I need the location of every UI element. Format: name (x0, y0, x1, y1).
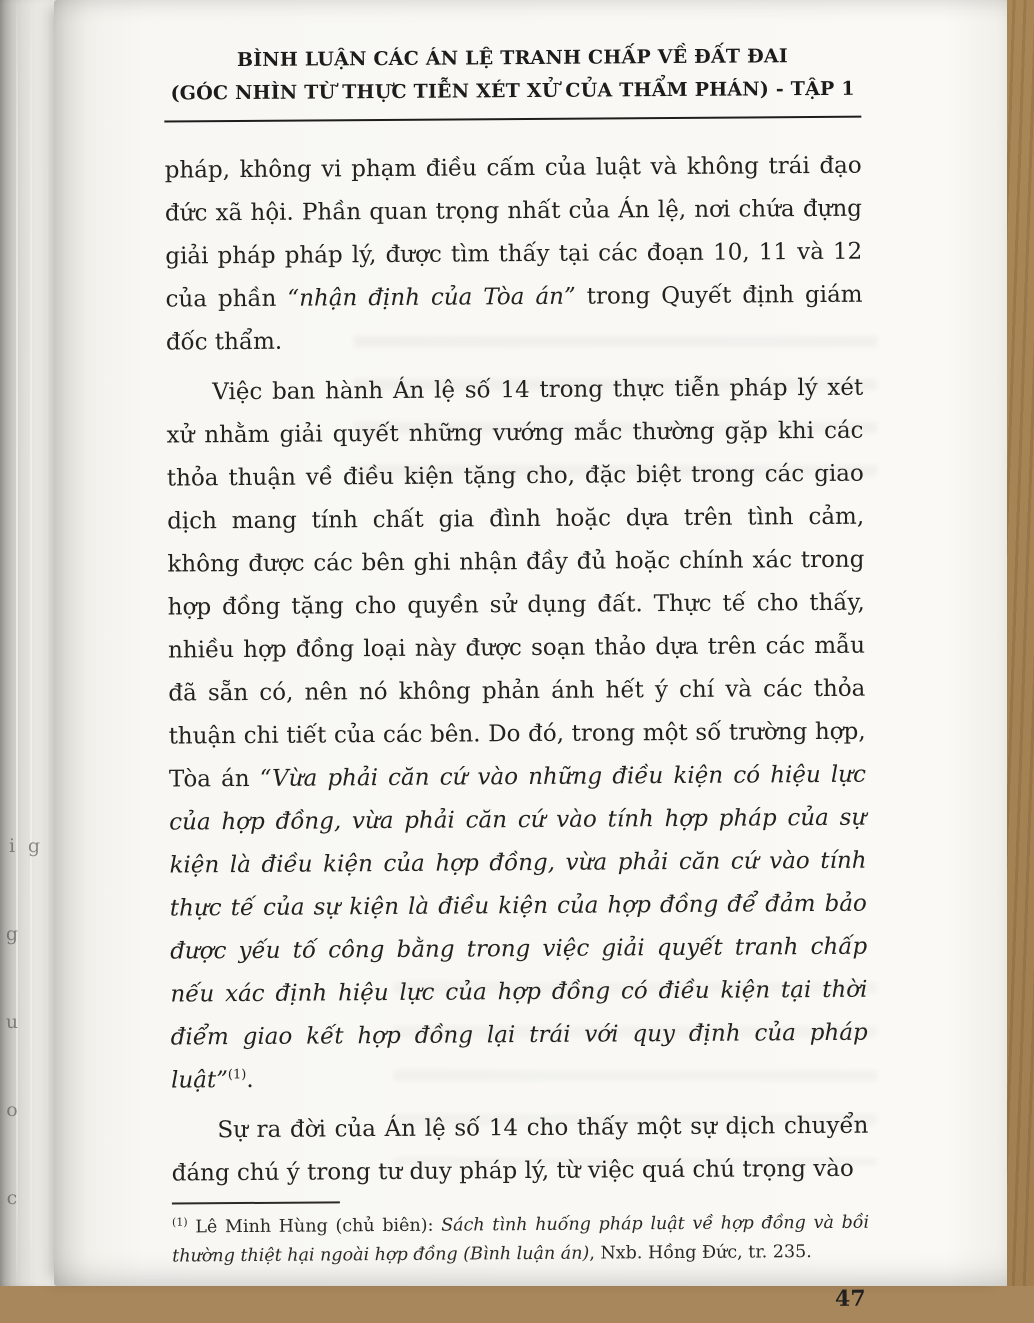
footnote-rule (172, 1202, 340, 1205)
body-text (165, 145, 869, 1203)
running-head-line1: BÌNH LUẬN CÁC ÁN LỆ TRANH CHẤP VỀ ĐẤT ĐAI (236, 45, 788, 72)
footnote (172, 1209, 869, 1271)
running-head-line2: (GÓC NHÌN TỪ THỰC TIỄN XÉT XỬ CỦA THẨM PHÁN) - TẬP 1 (170, 77, 855, 105)
opposite-page-text-fragments: i g u o c g (1, 835, 45, 1231)
paragraph-2-text: Việc ban hành Án lệ số 14 trong thực tiễn pháp lý xét xử nhằm giải quyết những vướng mắc thường gặp khi các thỏa thuận về điều kiện tặng cho, đặc biệt trong các giao dịch mang tính chất gia đình hoặc dựa trên tình cảm, không được các bên ghi nhận đầy đủ hoặc chính xác trong hợp đồng tặng cho quyền sử dụng đất. Thực tế cho thấy, nhiều hợp đồng loại này được soạn thảo dựa trên các mẫu đã sẵn có, nên nó không phản ánh hết ý chí và các thỏa thuận chi tiết của các bên. Do đó, trong một số trường hợp, Tòa án (166, 375, 866, 793)
footnote-publisher: , Nxb. Hồng Đức, tr. 235. (589, 1241, 812, 1264)
page-footer (172, 1198, 870, 1323)
paragraph-3 (171, 1105, 869, 1196)
running-head (164, 40, 862, 123)
paragraph-2-text-end: . (246, 1067, 254, 1094)
paragraph-3-text: Sự ra đời của Án lệ số 14 cho thấy một sự dịch chuyển đáng chú ý trong tư duy pháp lý, từ việc quá chú trọng vào (171, 1112, 869, 1187)
paragraph-1-text: pháp, không vi phạm điều cấm của luật và không trái đạo đức xã hội. Phần quan trọng nhất của Án lệ, nơi chứa đựng giải pháp pháp lý, được tìm thấy tại các đoạn 10, 11 và 12 của phần (164, 153, 863, 313)
paragraph-1-text-end: trong Quyết định giám đốc thẩm. (165, 282, 863, 356)
header-rule (164, 116, 861, 123)
paragraph-2 (166, 367, 868, 1103)
page-edge-line (46, 0, 48, 1286)
book-page (54, 0, 1007, 1312)
footnote-reference: (1) (227, 1067, 247, 1083)
page-number: 47 (834, 1285, 866, 1312)
footnote-book-title: Sách tình huống pháp luật về hợp đồng và bồi thường thiệt hại ngoài hợp đồng (Bình luận án) (172, 1212, 870, 1267)
paragraph-1-quote: “nhận định của Tòa án” (287, 284, 576, 313)
paragraph-1 (165, 145, 863, 365)
footnote-author: Lê Minh Hùng (chủ biên): (187, 1215, 442, 1238)
footnote-marker: (1) (171, 1215, 188, 1230)
page-content (50, 0, 1012, 1312)
paragraph-2-quote: “Vừa phải căn cứ vào những điều kiện có hiệu lực của hợp đồng, vừa phải căn cứ vào tính hợp pháp của sự kiện là điều kiện của hợp đồng, vừa phải căn cứ vào tính thực tế của sự kiện là điều kiện của hợp đồng để đảm bảo được yếu tố công bằng trong việc giải quyết tranh chấp nếu xác định hiệu lực của hợp đồng có điều kiện tại thời điểm giao kết hợp đồng lại trái với quy định của pháp luật” (169, 762, 868, 1094)
